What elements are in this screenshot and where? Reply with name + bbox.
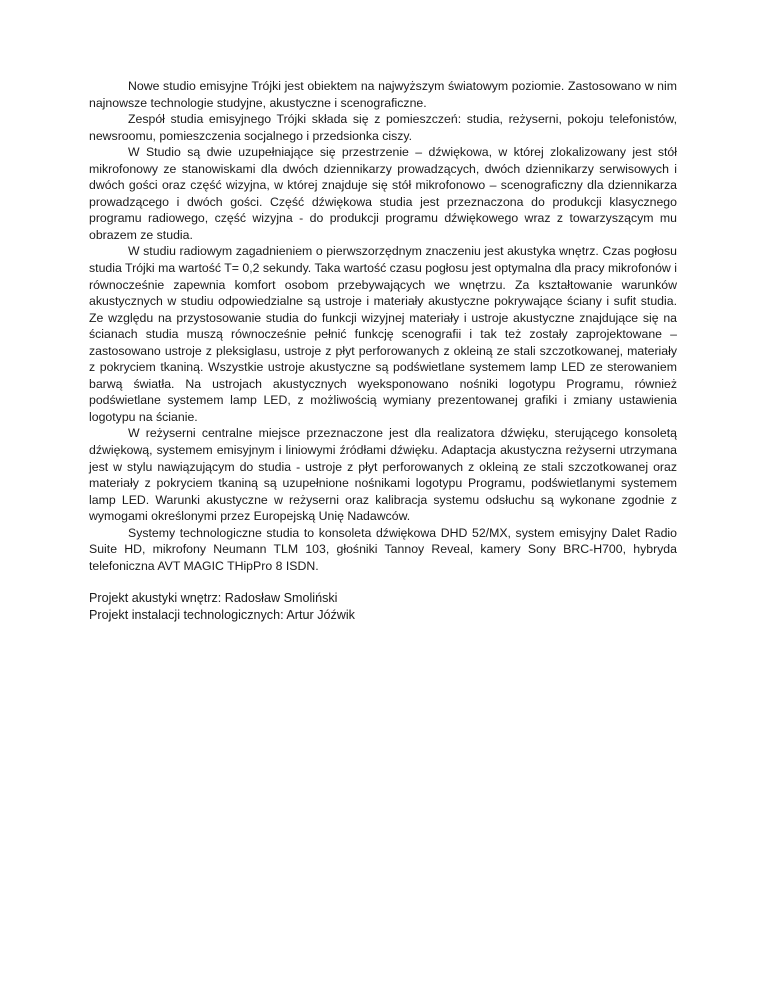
paragraph-team-rooms: Zespół studia emisyjnego Trójki składa się z pomieszczeń: studia, reżyserni, pokoju telefonistów, newsroomu, pomieszczenia socjalnego i przedsionka ciszy. [89, 112, 677, 143]
document-body [89, 78, 677, 574]
paragraph-acoustics: W studiu radiowym zagadnieniem o pierwszorzędnym znaczeniu jest akustyka wnętrz. Czas pogłosu studia Trójki ma wartość T= 0,2 sekundy. Taka wartość czasu pogłosu jest optymalna dla pracy mikrofonów i równocześnie zapewnia komfort osobom przebywających we wnętrzu. Za kształtowanie warunków akustycznych w studiu odpowiedzialne są ustroje i materiały akustyczne pokrywające ściany i sufit studia. Ze względu na przystosowanie studia do funkcji wizyjnej materiały i ustroje akustyczne znajdujące się na ścianach studia muszą równocześnie pełnić funkcję scenografii i tak też zostały zaprojektowane – zastosowano ustroje z pleksiglasu, ustroje z płyt perforowanych z okleiną ze stali szczotkowanej, materiały z pokryciem tkaniną. Wszystkie ustroje akustyczne są podświetlane systemem lamp LED ze sterowaniem barwą światła. Na ustrojach akustycznych wyeksponowano nośniki logotypu Programu, również podświetlane systemem lamp LED, z możliwością wymiany prezentowanej grafiki i zmiany ustawienia logotypu na ścianie. [89, 244, 677, 424]
paragraph-studio-spaces: W Studio są dwie uzupełniające się przestrzenie – dźwiękowa, w której zlokalizowany jest stół mikrofonowy ze stanowiskami dla dwóch dziennikarzy prowadzących, dwóch dziennikarzy serwisowych i dwóch gości oraz część wizyjna, w której znajduje się stół mikrofonowo – scenograficzny dla dziennikarza prowadzącego i dwóch gości. Część dźwiękowa studia jest przeznaczona do produkcji klasycznego programu radiowego, część wizyjna - do produkcji programu dźwiękowego wraz z towarzyszącym mu obrazem ze studia. [89, 145, 677, 242]
paragraph-intro: Nowe studio emisyjne Trójki jest obiektem na najwyższym światowym poziomie. Zastosowano w nim najnowsze technologie studyjne, akustyczne i scenograficzne. [89, 79, 677, 110]
credit-technology: Projekt instalacji technologicznych: Artur Jóźwik [89, 608, 355, 623]
document-page [89, 78, 677, 624]
paragraph-control-room: W reżyserni centralne miejsce przeznaczone jest dla realizatora dźwięku, sterującego konsoletą dźwiękową, systemem emisyjnym i liniowymi źródłami dźwięku. Adaptacja akustyczna reżyserni utrzymana jest w stylu nawiązującym do studia - ustroje z płyt perforowanych z okleiną ze stali szczotkowanej oraz materiały z pokryciem tkaniną są uzupełnione nośnikami logotypu Programu, podświetlanymi systemem lamp LED. Warunki akustyczne w reżyserni oraz kalibracja systemu odsłuchu są wykonane zgodnie z wymogami określonymi przez Europejską Unię Nadawców. [89, 426, 677, 524]
paragraph-systems: Systemy technologiczne studia to konsoleta dźwiękowa DHD 52/MX, system emisyjny Dalet Radio Suite HD, mikrofony Neumann TLM 103, głośniki Tannoy Reveal, kamery Sony BRC-H700, hybryda telefoniczna AVT MAGIC THipPro 8 ISDN. [89, 525, 677, 573]
credits-block [89, 590, 677, 624]
credit-acoustics: Projekt akustyki wnętrz: Radosław Smoliński [89, 591, 338, 606]
